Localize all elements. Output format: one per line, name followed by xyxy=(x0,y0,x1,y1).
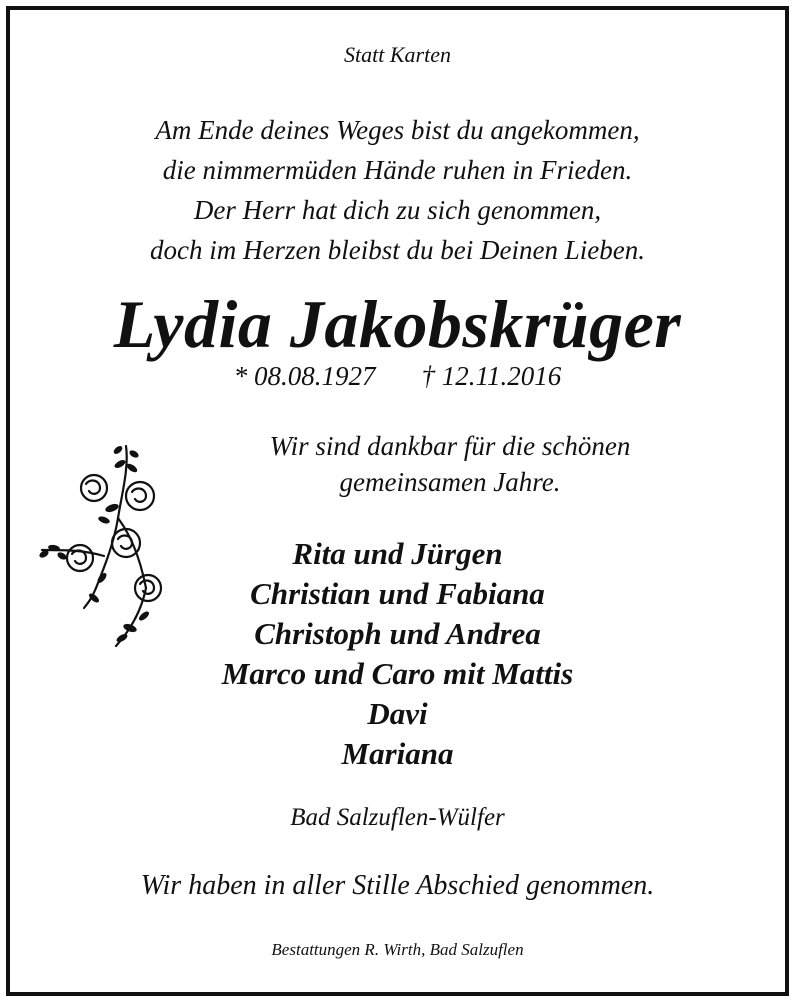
poem-line: doch im Herzen bleibst du bei Deinen Lieben. xyxy=(150,235,645,265)
family-line: Christoph und Andrea xyxy=(254,616,541,651)
place-name: Bad Salzuflen-Wülfer xyxy=(290,804,505,831)
thanks-line: gemeinsamen Jahre. xyxy=(339,467,561,497)
family-line: Christian und Fabiana xyxy=(250,576,545,611)
family-list xyxy=(0,534,795,774)
thanks-text xyxy=(105,428,795,500)
family-line: Davi xyxy=(367,696,428,731)
header-label: Statt Karten xyxy=(344,42,451,67)
family-line: Mariana xyxy=(341,736,454,771)
poem-line: Der Herr hat dich zu sich genommen, xyxy=(193,195,602,225)
family-line: Rita und Jürgen xyxy=(292,536,503,571)
closing-text: Wir haben in aller Stille Abschied genommen. xyxy=(140,870,655,901)
family-line: Marco und Caro mit Mattis xyxy=(221,656,574,691)
birth-date: * 08.08.1927 xyxy=(233,361,376,391)
poem-line: die nimmermüden Hände ruhen in Frieden. xyxy=(162,155,633,185)
life-dates xyxy=(0,358,795,394)
deceased-name: Lydia Jakobskrüger xyxy=(113,286,682,362)
undertaker-credit: Bestattungen R. Wirth, Bad Salzuflen xyxy=(271,940,524,959)
thanks-line: Wir sind dankbar für die schönen xyxy=(269,431,631,461)
poem xyxy=(0,110,795,270)
death-date: † 12.11.2016 xyxy=(421,361,562,391)
poem-line: Am Ende deines Weges bist du angekommen, xyxy=(155,115,640,145)
